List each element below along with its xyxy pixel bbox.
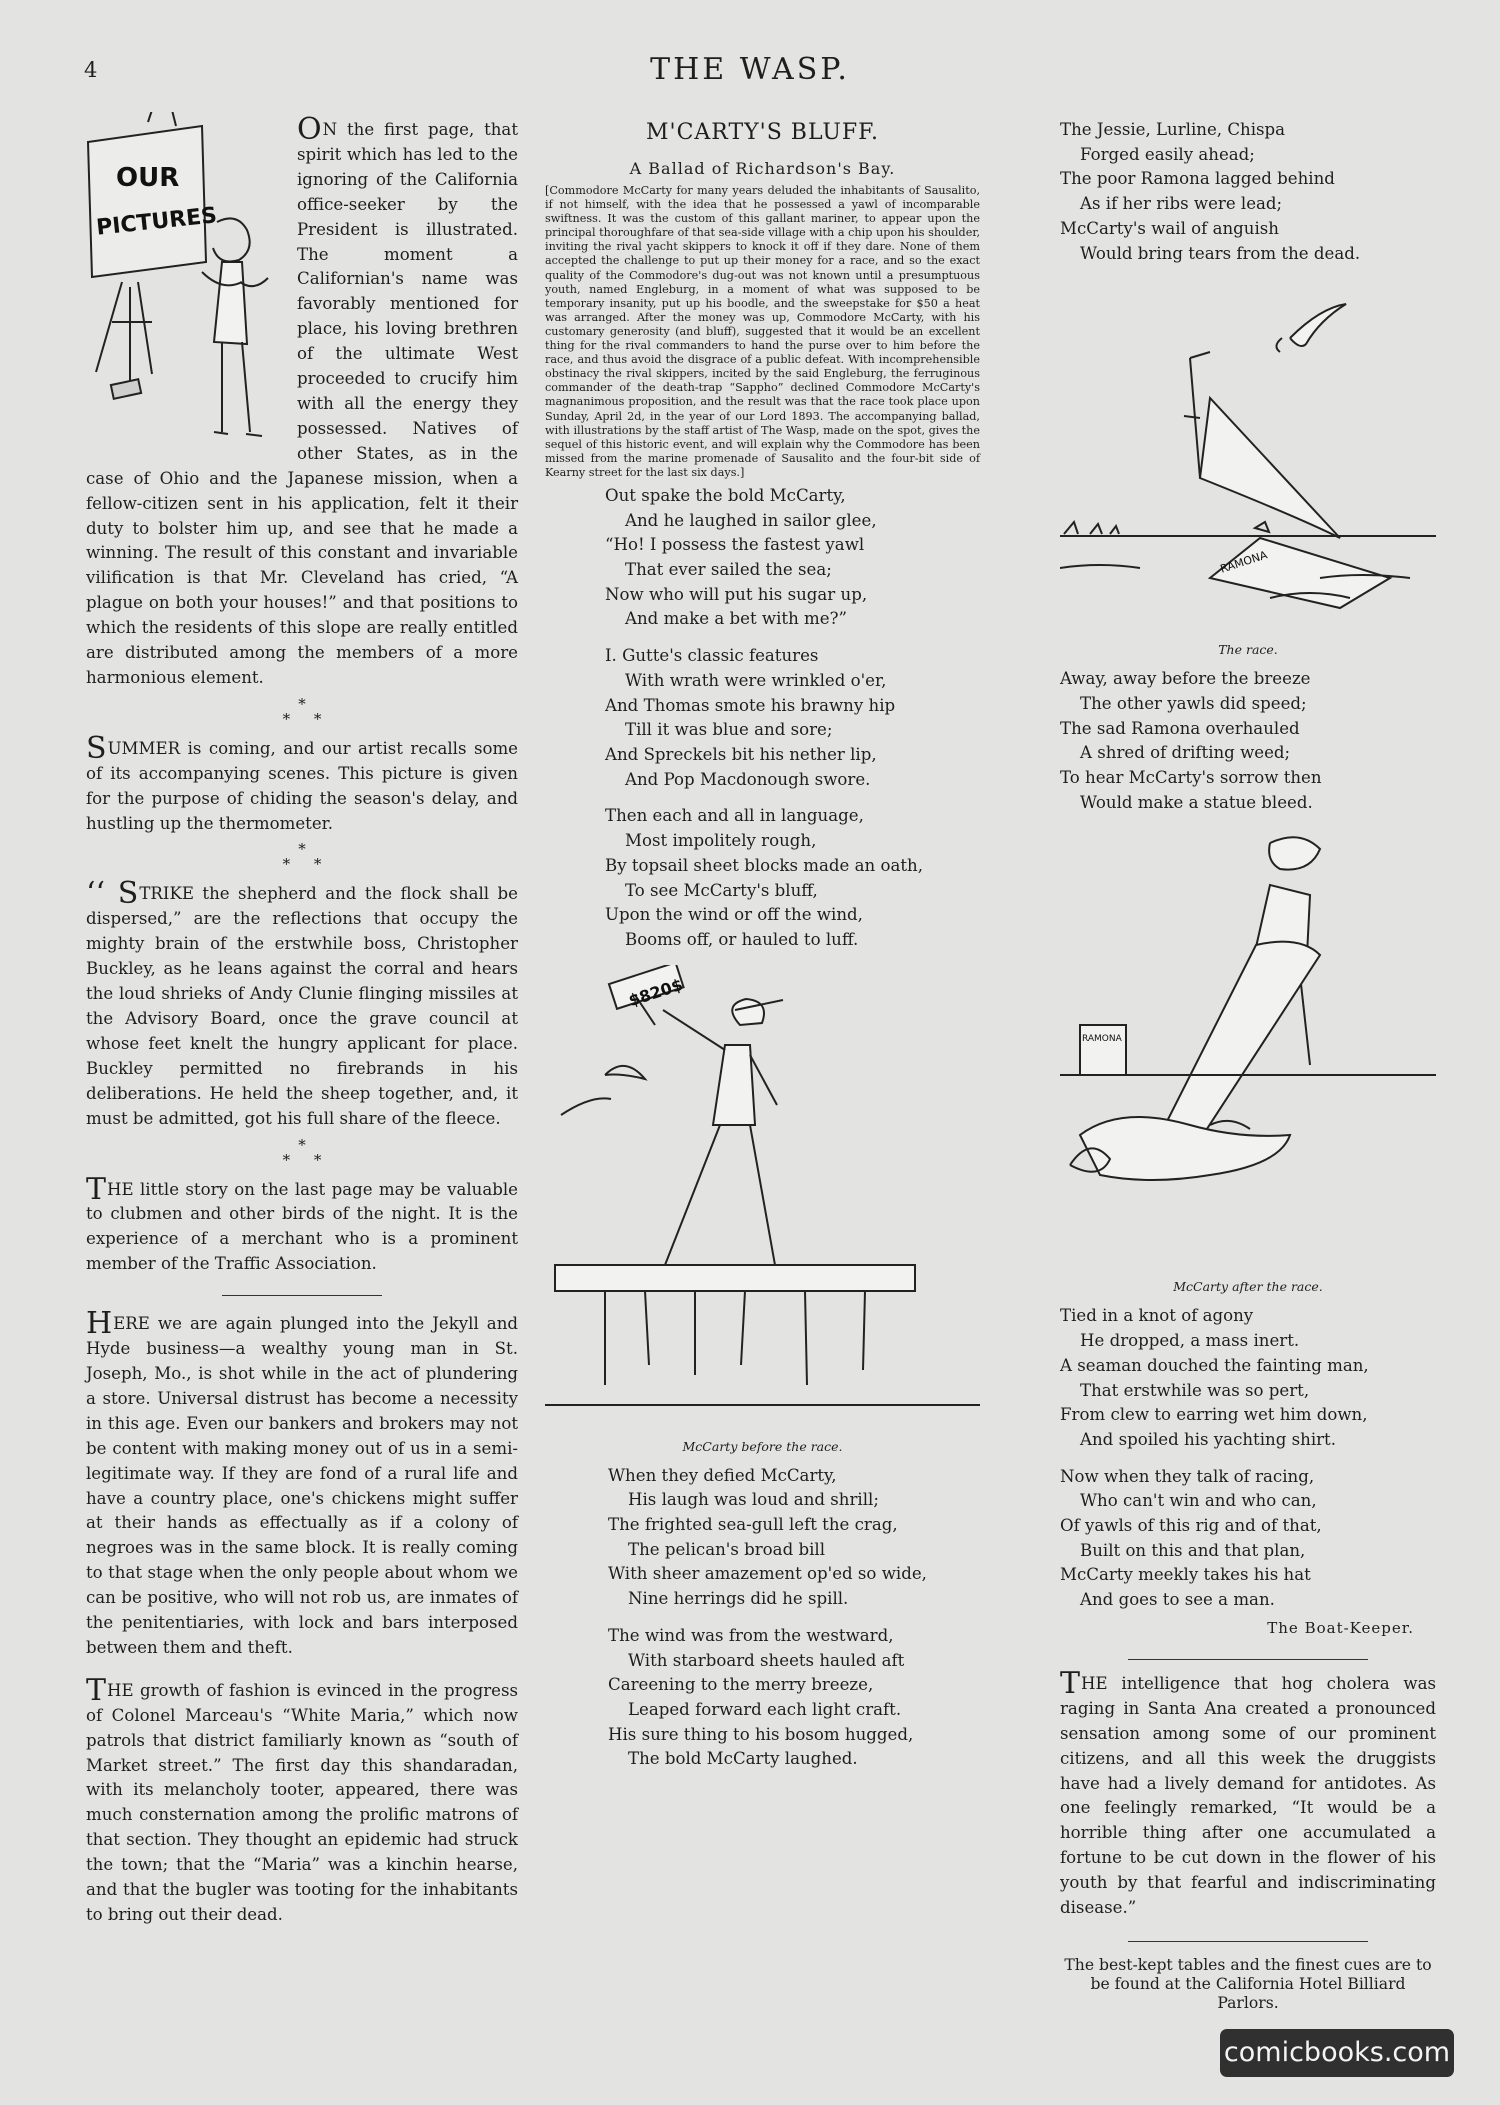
section-rule bbox=[1128, 1941, 1368, 1942]
mccarty-after-race-illustration bbox=[1060, 825, 1436, 1275]
drop-cap: T bbox=[86, 1171, 107, 1207]
ballad-signature: The Boat-Keeper. bbox=[1267, 1618, 1414, 1637]
bucket-label: RAMONA bbox=[1082, 1034, 1122, 1045]
article-white-maria: THE growth of fashion is evinced in the progress of Colonel Marceau's “White Maria,” which now patrols that district familiarly known as “south of Market street.” The first day this shandaradan, with its melancholy tooter, appeared, there was much consternation among the prolific matrons of that section. They thought an epidemic had struck the town; that the “Maria” was a kinchin hearse, and that the bugler was tooting for the inhabitants to bring out their dead. bbox=[86, 1672, 518, 1924]
left-column bbox=[86, 112, 518, 1928]
drop-cap: S bbox=[86, 730, 107, 766]
stanza: Out spake the bold McCarty, And he laughed in sailor glee, “Ho! I possess the fastest yawl That ever sailed the sea; Now who will put his sugar up, And make a bet with me?” bbox=[605, 485, 877, 629]
drop-cap: ‘‘ S bbox=[86, 876, 139, 912]
stanza: The wind was from the westward, With starboard sheets hauled aft Careening to the merry breeze, Leaped forward each light craft. His sure thing to his bosom hugged, The bold McCarty laughed. bbox=[608, 1625, 914, 1769]
caption-before-race: McCarty before the race. bbox=[682, 1438, 843, 1454]
article-buckley: ‘‘ STRIKE the shepherd and the flock shall be dispersed,” are the reflections that occupy the mighty brain of the erstwhile boss, Christopher Buckley, as he leans against the corral and hears the loud shrieks of Andy Clunie flinging missiles at the Advisory Board, once the grave council at whose feet knelt the hungry applicant for place. Buckley permitted no firebrands in his deliberations. He held the sheep together, and, it must be admitted, got his full share of the fleece. bbox=[86, 876, 518, 1128]
masthead-title: THE WASP. bbox=[650, 52, 850, 87]
drop-cap: T bbox=[1060, 1665, 1081, 1701]
article-office-seeker: ON the first page, that spirit which has led to the ignoring of the California office-seeker by the President is illustrated. The moment a Californian's name was favorably mentioned for place, his loving brethren of the ultimate West proceeded to crucify him with all the energy they possessed. Natives of other States, as in the case of Ohio and the Japanese mission, when a fellow-citizen sent in his application, felt it their duty to bolster him up, and see that he made a winning. The result of this constant and invariable vilification is that Mr. Cleveland has cried, “A plague on both your houses!” and that positions to which the residents of this slope are really entitled are distributed among the members of a more harmonious element. bbox=[86, 112, 518, 687]
ballad-subtitle: A Ballad of Richardson's Bay. bbox=[629, 159, 896, 178]
caption-race: The race. bbox=[1218, 642, 1278, 658]
billiards-notice: The best-kept tables and the finest cues are to be found at the California Hotel Billiard Parlors. bbox=[1064, 1955, 1432, 2012]
article-hog-cholera: THE intelligence that hog cholera was raging in Santa Ana created a pronounced sensation among some of our prominent citizens, and all this week the druggists have had a lively demand for antidotes. As one feelingly remarked, “It would be a horrible thing after one accumulated a fortune to be cut down in the flower of his youth by that fearful and indiscriminating disease.” bbox=[1060, 1665, 1436, 1918]
middle-column bbox=[545, 118, 980, 1784]
sign-text-our: OUR bbox=[116, 163, 180, 193]
right-column bbox=[1060, 118, 1436, 2013]
mccarty-before-race-illustration bbox=[545, 965, 980, 1435]
section-rule bbox=[222, 1295, 382, 1296]
our-pictures-illustration bbox=[82, 112, 287, 442]
article-jekyll-hyde: HERE we are again plunged into the Jekyll and Hyde business—a wealthy young man in St. Joseph, Mo., is shot while in the act of plundering a store. Universal distrust has become a necessity in this age. Even our bankers and brokers may not be content with making money out of us in a semi-legitimate way. If they are fond of a rural life and have a country place, one's chickens might suffer at their hands as effectually as if a colony of negroes was in the same block. It is really coming to that stage when the only people about whom we can be positive, who will not rob us, are inmates of the penitentiaries, with lock and bars interposed between them and theft. bbox=[86, 1306, 518, 1657]
stanza: I. Gutte's classic features With wrath were wrinkled o'er, And Thomas smote his brawny hip Till it was blue and sore; And Spreckels bit his nether lip, And Pop Macdonough swore. bbox=[605, 646, 896, 789]
stanza: Away, away before the breeze The other yawls did speed; The sad Ramona overhauled A shred of drifting weed; To hear McCarty's sorrow then Would make a statue bleed. bbox=[1060, 669, 1322, 812]
stanza: Tied in a knot of agony He dropped, a mass inert. A seaman douched the fainting man, That erstwhile was so pert, From clew to earring wet him down, And spoiled his yachting shirt. bbox=[1060, 1306, 1369, 1449]
page-number: 4 bbox=[84, 58, 98, 82]
drop-cap: T bbox=[86, 1672, 107, 1708]
boat-name: RAMONA bbox=[1218, 548, 1269, 576]
stanza: The Jessie, Lurline, Chispa Forged easily ahead; The poor Ramona lagged behind As if her ribs were lead; McCarty's wail of anguish Would bring tears from the dead. bbox=[1060, 120, 1361, 263]
caption-after-race: McCarty after the race. bbox=[1173, 1279, 1323, 1295]
drop-cap: O bbox=[297, 112, 322, 147]
ballad-introduction: [Commodore McCarty for many years deluded the inhabitants of Sausalito, if not himself, with the idea that he possessed a yawl of incomparable swiftness. It was the custom of this gallant mariner, to appear upon the principal thoroughfare of that sea-side village with a chip upon his shoulder, inviting the rival yacht skippers to knock it off if they dare. None of them accepted the challenge to put up their money for a race, and so the exact quality of the Commodore's dug-out was not known until a presumptuous youth, named Engleburg, in a moment of what was supposed to be temporary insanity, put up his boodle, and the sweepstake for $50 a heat was arranged. After the money was up, Commodore McCarty, with his customary generosity (and bluff), suggested that it would be an excellent thing for the rival commanders to hand the purse over to him before the race, and thus avoid the disgrace of a public defeat. With incomprehensible obstinacy the rival skippers, incited by the said Engleburg, the ferruginous commander of the death-trap “Sappho” declined Commodore McCarty's magnanimous proposition, and the result was that the race took place upon Sunday, April 2d, in the year of our Lord 1893. The accompanying ballad, with illustrations by the staff artist of The Wasp, made on the spot, gives the sequel of this historic event, and will explain why the Commodore has been missed from the marine promenade of Sausalito and the four-bit side of Kearny street for the last six days.] bbox=[545, 184, 980, 479]
ballad-verses-2 bbox=[608, 1464, 980, 1772]
ballad-verses-1 bbox=[605, 484, 980, 953]
section-divider-stars: * * * bbox=[282, 1135, 322, 1169]
stanza: Now when they talk of racing, Who can't win and who can, Of yawls of this rig and of that, Built on this and that plan, McCarty meekly takes his hat And goes to see a man. bbox=[1060, 1466, 1322, 1610]
article-little-story: THE little story on the last page may be valuable to clubmen and other birds of the night. It is the experience of a merchant who is a prominent member of the Traffic Association. bbox=[86, 1171, 518, 1274]
race-illustration bbox=[1060, 278, 1436, 638]
stanza: When they defied McCarty, His laugh was loud and shrill; The frighted sea-gull left the crag, The pelican's broad bill With sheer amazement op'ed so wide, Nine herrings did he spill. bbox=[608, 1465, 927, 1609]
section-divider-stars: * * * bbox=[282, 840, 322, 874]
ballad-title: M'CARTY'S BLUFF. bbox=[646, 120, 879, 145]
section-rule bbox=[1128, 1659, 1368, 1660]
stanza: Then each and all in language, Most impolitely rough, By topsail sheet blocks made an oath, To see McCarty's bluff, Upon the wind or off the wind, Booms off, or hauled to luff. bbox=[605, 806, 923, 949]
banner-text: $820$ bbox=[626, 974, 686, 1010]
watermark-badge: comicbooks.com bbox=[1220, 2029, 1454, 2077]
article-summer: SUMMER is coming, and our artist recalls some of its accompanying scenes. This picture is given for the purpose of chiding the season's delay, and hustling up the thermometer. bbox=[86, 730, 518, 833]
section-divider-stars: * * * bbox=[282, 694, 322, 728]
sign-text-pictures: PICTURES bbox=[95, 203, 219, 241]
drop-cap: H bbox=[86, 1306, 113, 1342]
